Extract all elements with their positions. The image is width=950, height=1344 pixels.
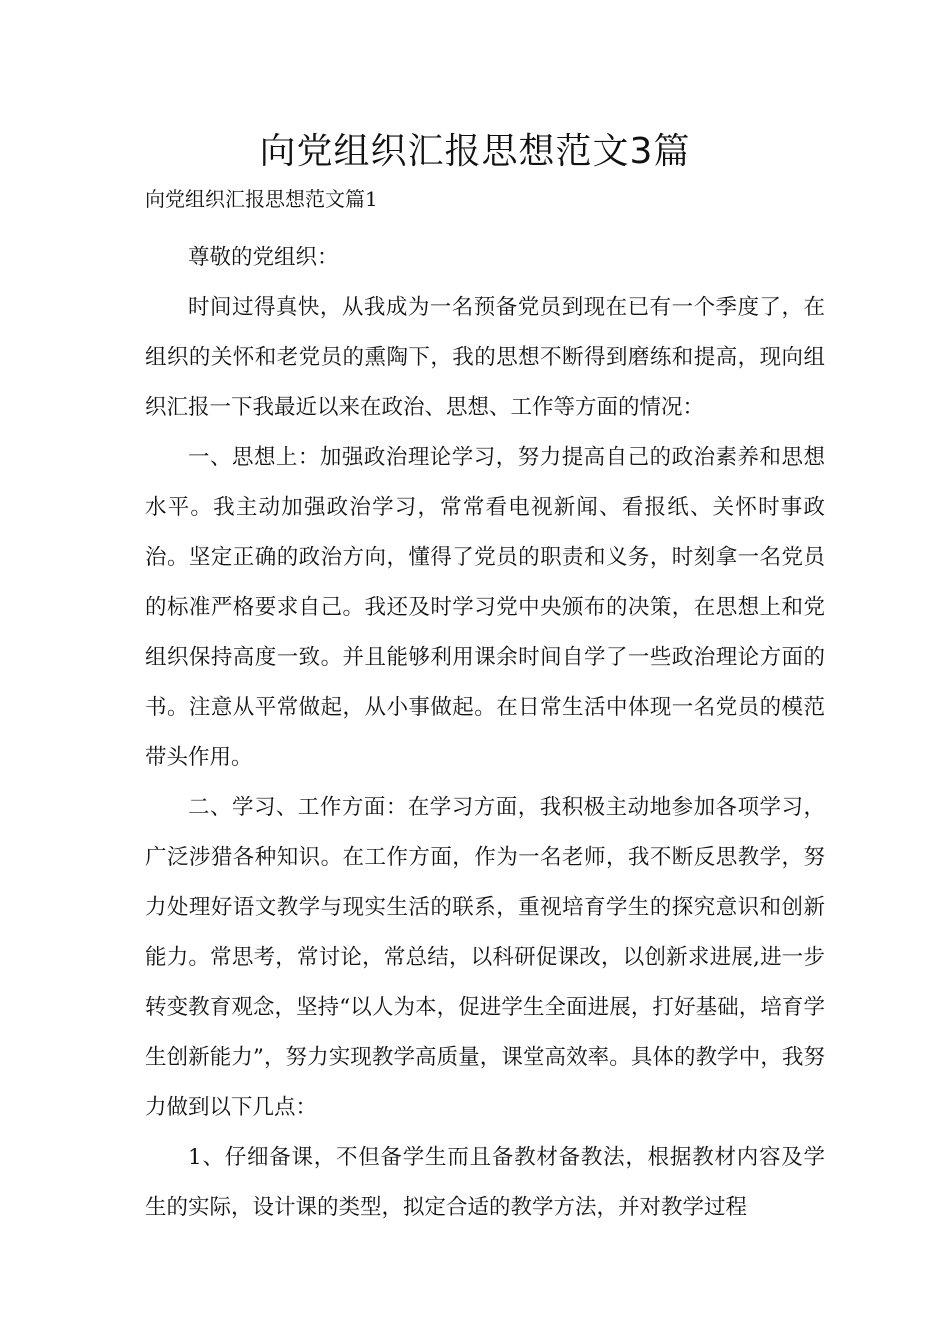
lesson-prep-paragraph: 1、仔细备课，不但备学生而且备教材备教法，根据教材内容及学生的实际，设计课的类型，拟定合适的教学方法，并对教学过程: [145, 1145, 825, 1220]
document-title: 向党组织汇报思想范文3篇: [259, 131, 691, 172]
thought-paragraph: 一、思想上：加强政治理论学习，努力提高自己的政治素养和思想水平。我主动加强政治学习，常常看电视新闻、看报纸、关怀时事政治。坚定正确的政治方向，懂得了党员的职责和义务，时刻拿一名党员的标准严格要求自己。我还及时学习党中央颁布的决策，在思想上和党组织保持高度一致。并且能够利用课余时间自学了一些政治理论方面的书。注意从平常做起，从小事做起。在日常生活中体现一名党员的模范带头作用。: [145, 445, 825, 770]
document-subtitle: 向党组织汇报思想范文篇1: [145, 187, 378, 211]
salutation-paragraph: 尊敬的党组织：: [188, 245, 339, 270]
study-work-paragraph: 二、学习、工作方面：在学习方面，我积极主动地参加各项学习，广泛涉猎各种知识。在工作方面，作为一名老师，我不断反思教学，努力处理好语文教学与现实生活的联系，重视培育学生的探究意识和创新能力。常思考，常讨论，常总结，以科研促课改，以创新求进展,进一步转变教育观念，坚持“以人为本，促进学生全面进展，打好基础，培育学生创新能力”，努力实现教学高质量，课堂高效率。具体的教学中，我努力做到以下几点：: [145, 795, 825, 1120]
document-body: [145, 233, 825, 1233]
intro-paragraph: 时间过得真快，从我成为一名预备党员到现在已有一个季度了，在组织的关怀和老党员的熏陶下，我的思想不断得到磨练和提高，现向组织汇报一下我最近以来在政治、思想、工作等方面的情况：: [145, 295, 825, 420]
